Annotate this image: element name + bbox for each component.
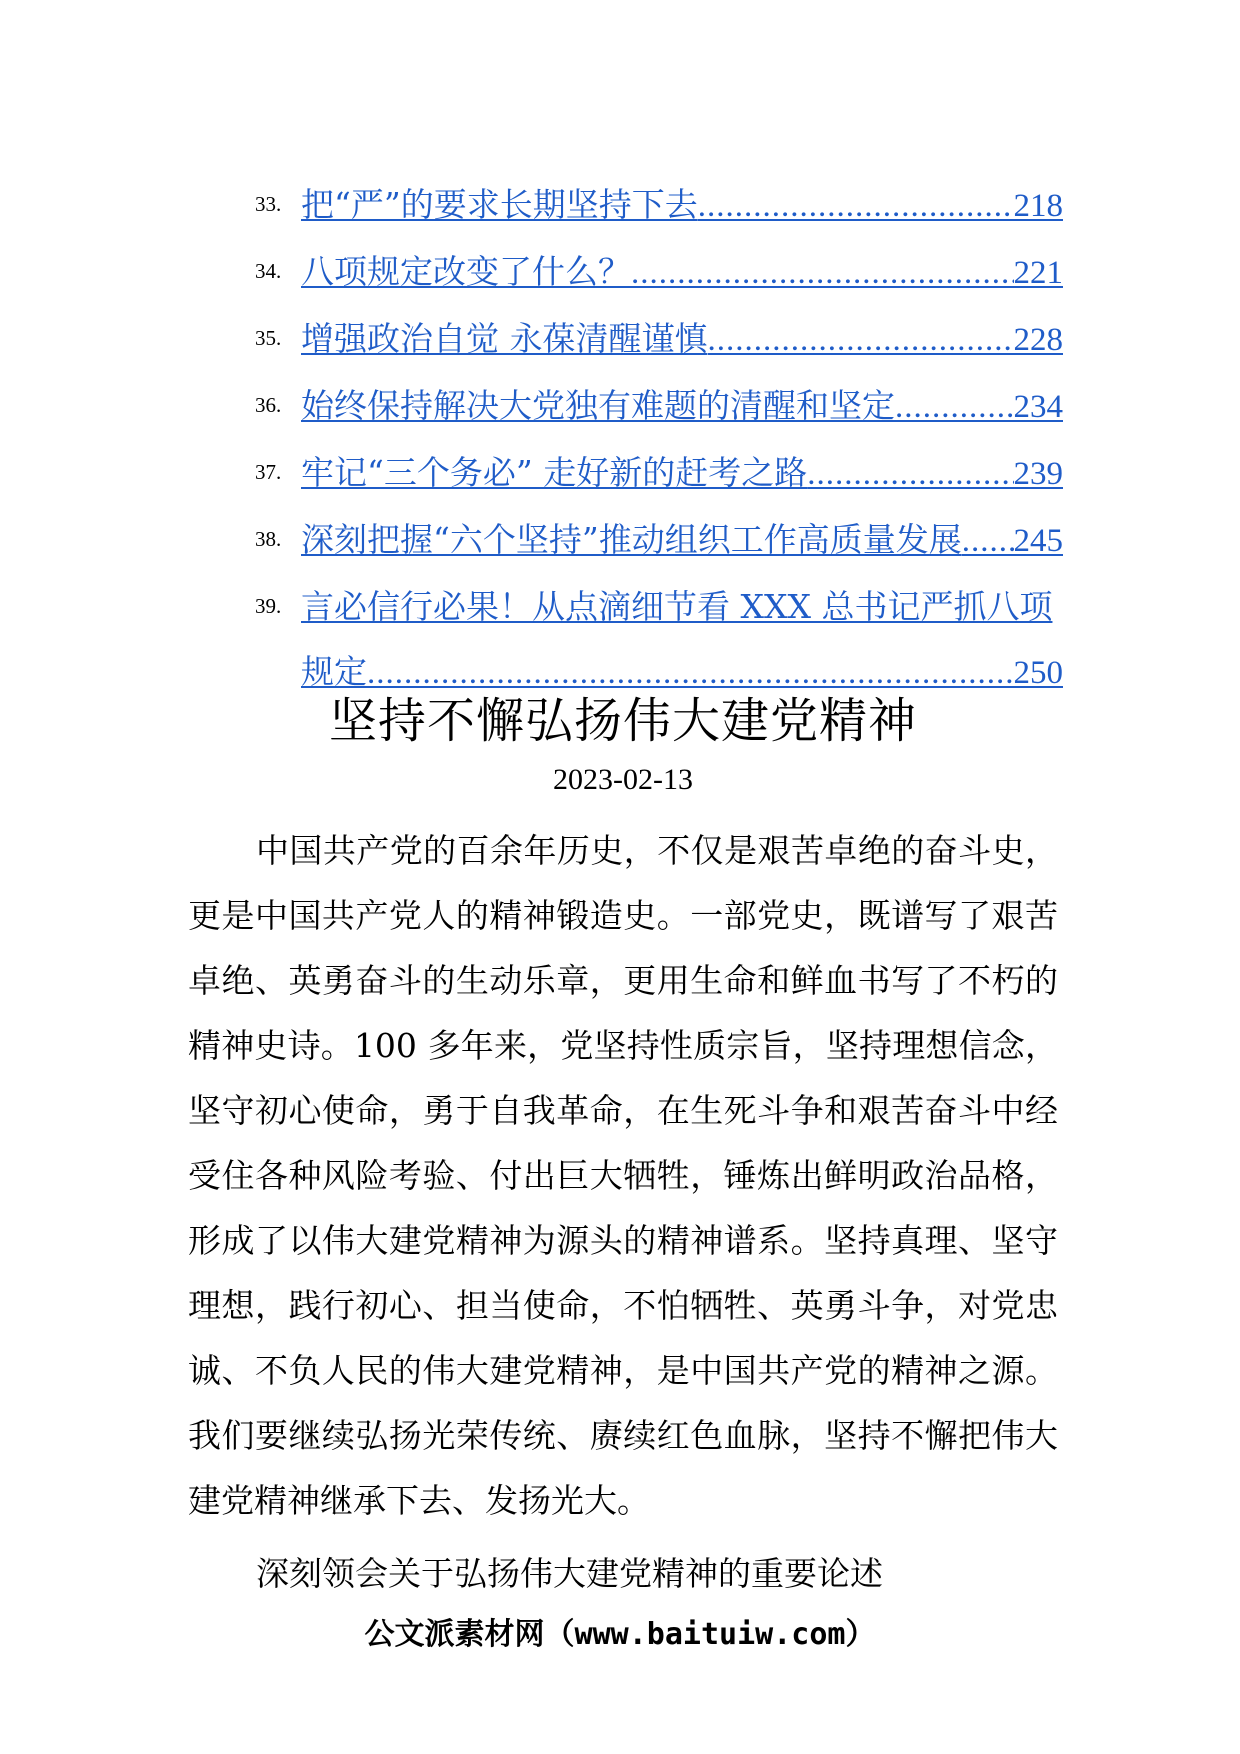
toc-page-number: 245 xyxy=(1013,523,1063,559)
toc-link[interactable] xyxy=(301,306,1063,373)
section-subheading: 深刻领会关于弘扬伟大建党精神的重要论述 xyxy=(256,1554,883,1593)
toc-entry xyxy=(255,373,1063,440)
toc-dot-leader xyxy=(962,509,1014,574)
article-title: 坚持不懈弘扬伟大建党精神 xyxy=(328,693,917,749)
toc-page-number: 250 xyxy=(1013,655,1063,691)
toc-page-number: 228 xyxy=(1013,322,1063,358)
toc-link-title: 言必信行必果！从点滴细节看 XXX 总书记严抓八项 xyxy=(301,587,1053,626)
toc-dot-leader xyxy=(698,174,1014,239)
toc-entry xyxy=(255,440,1063,507)
toc-entry xyxy=(255,306,1063,373)
toc-entry xyxy=(255,172,1063,239)
toc-link-title: 八项规定改变了什么？ xyxy=(301,252,631,291)
toc-link[interactable] xyxy=(301,373,1063,440)
toc-entry-number: 33. xyxy=(255,192,282,216)
toc-entry-number: 37. xyxy=(255,460,282,484)
toc-link-title: 增强政治自觉 永葆清醒谨慎 xyxy=(301,319,708,358)
toc-entry-number: 36. xyxy=(255,393,282,417)
article-paragraph: 中国共产党的百余年历史，不仅是艰苦卓绝的奋斗史，更是中国共产党人的精神锻造史。一部党史，既谱写了艰苦卓绝、英勇奋斗的生动乐章，更用生命和鲜血书写了不朽的精神史诗。100 多年来，党坚持性质宗旨，坚持理想信念，坚守初心使命，勇于自我革命，在生死斗争和艰苦奋斗中经受住各种风险考验、付出巨大牺牲，锤炼出鲜明政治品格，形成了以伟大建党精神为源头的精神谱系。坚持真理、坚守理想，践行初心、担当使命，不怕牺牲、英勇斗争，对党忠诚、不负人民的伟大建党精神，是中国共产党的精神之源。我们要继续弘扬光荣传统、赓续红色血脉，坚持不懈把伟大建党精神继承下去、发扬光大。 xyxy=(188,831,1058,1520)
table-of-contents xyxy=(255,172,1063,706)
toc-dot-leader xyxy=(807,442,1013,507)
toc-entry-number: 35. xyxy=(255,326,282,350)
toc-page-number: 218 xyxy=(1013,188,1063,224)
toc-page-number: 234 xyxy=(1013,389,1063,425)
footer-watermark: 公文派素材网（www.baituiw.com） xyxy=(364,1617,876,1652)
toc-dot-leader xyxy=(708,308,1014,373)
toc-link[interactable] xyxy=(301,440,1063,507)
toc-entry xyxy=(255,239,1063,306)
toc-link-title: 始终保持解决大党独有难题的清醒和坚定 xyxy=(301,386,895,425)
toc-entry-number: 39. xyxy=(255,594,282,618)
article-date: 2023-02-13 xyxy=(553,763,693,796)
toc-link[interactable] xyxy=(301,574,1063,639)
toc-dot-leader xyxy=(631,241,1014,306)
toc-link[interactable] xyxy=(301,239,1063,306)
toc-entry-number: 34. xyxy=(255,259,282,283)
toc-page-number: 239 xyxy=(1013,456,1063,492)
toc-link-title: 牢记“三个务必” 走好新的赶考之路 xyxy=(301,453,808,492)
toc-link[interactable] xyxy=(301,507,1063,574)
toc-entry xyxy=(255,574,1063,706)
toc-dot-leader xyxy=(895,375,1014,440)
toc-link[interactable] xyxy=(301,172,1063,239)
article xyxy=(188,688,1058,1606)
toc-entry-number: 38. xyxy=(255,527,282,551)
toc-link-title: 规定 xyxy=(301,652,367,691)
toc-link-title: 深刻把握“六个坚持”推动组织工作高质量发展 xyxy=(301,520,962,559)
toc-entry xyxy=(255,507,1063,574)
toc-page-number: 221 xyxy=(1013,255,1063,291)
toc-link-title: 把“严”的要求长期坚持下去 xyxy=(301,185,698,224)
